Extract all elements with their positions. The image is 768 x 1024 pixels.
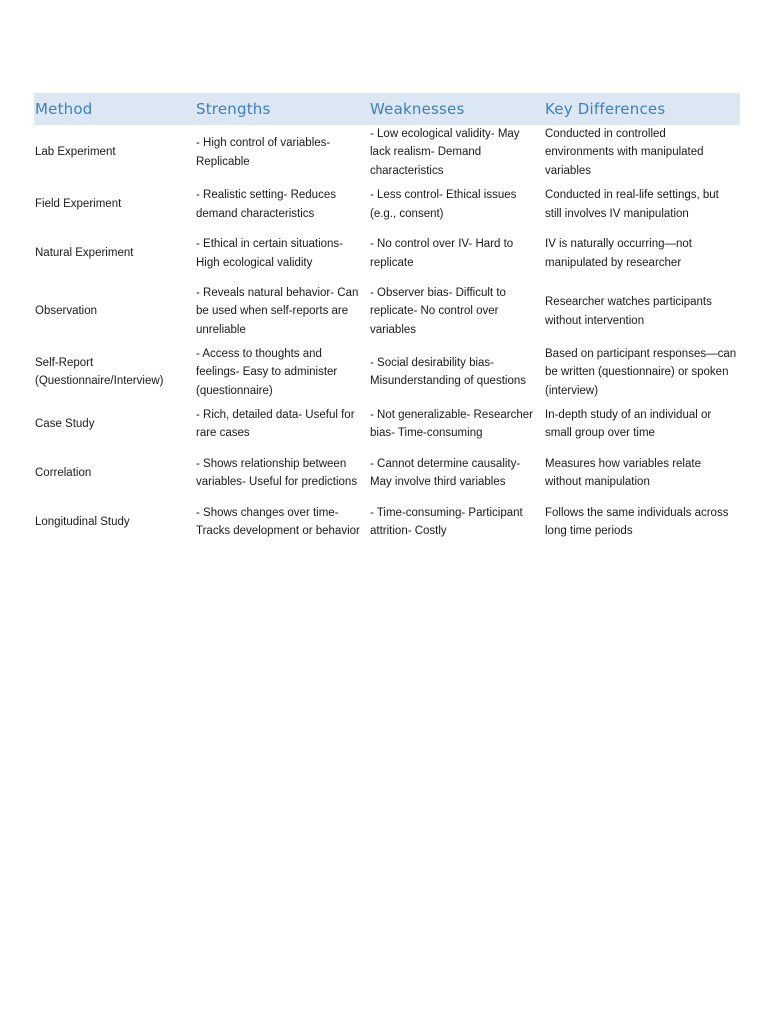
- table-row: [34, 229, 740, 278]
- cell-strengths: - Ethical in certain situations- High ecological validity: [196, 238, 344, 269]
- cell-weaknesses: - No control over IV- Hard to replicate: [370, 238, 514, 269]
- cell-strengths: - Shows changes over time- Tracks development or behavior: [196, 507, 360, 538]
- table-row: [34, 125, 740, 180]
- cell-strengths: - Realistic setting- Reduces demand characteristics: [196, 189, 336, 220]
- cell-differences: Researcher watches participants without intervention: [545, 296, 712, 327]
- header-key-differences: Key Differences: [545, 100, 666, 118]
- table-row: [34, 345, 740, 400]
- cell-weaknesses: - Low ecological validity- May lack realism- Demand characteristics: [370, 128, 520, 177]
- cell-weaknesses: - Not generalizable- Researcher bias- Time-consuming: [370, 409, 533, 440]
- cell-differences: Measures how variables relate without manipulation: [545, 458, 701, 489]
- cell-strengths: - Rich, detailed data- Useful for rare cases: [196, 409, 355, 440]
- cell-strengths: - Reveals natural behavior- Can be used when self-reports are unreliable: [196, 287, 359, 336]
- header-method: Method: [35, 100, 93, 118]
- cell-differences: Based on participant responses—can be written (questionnaire) or spoken (interview): [545, 348, 737, 397]
- cell-method: Field Experiment: [35, 198, 122, 211]
- cell-weaknesses: - Cannot determine causality- May involve third variables: [370, 458, 521, 489]
- cell-method: Longitudinal Study: [35, 516, 130, 529]
- cell-weaknesses: - Social desirability bias- Misunderstanding of questions: [370, 357, 526, 388]
- cell-differences: Conducted in controlled environments with manipulated variables: [545, 128, 704, 177]
- cell-differences: In-depth study of an individual or small group over time: [545, 409, 712, 440]
- cell-weaknesses: - Time-consuming- Participant attrition- Costly: [370, 507, 523, 538]
- header-strengths: Strengths: [196, 100, 271, 118]
- cell-differences: Conducted in real-life settings, but still involves IV manipulation: [545, 189, 719, 220]
- header-weaknesses: Weaknesses: [370, 100, 465, 118]
- cell-differences: IV is naturally occurring—not manipulated by researcher: [545, 238, 693, 269]
- cell-method: Case Study: [35, 418, 95, 431]
- table-row: [34, 498, 740, 547]
- cell-strengths: - Shows relationship between variables- Useful for predictions: [196, 458, 358, 489]
- table-row: [34, 180, 740, 229]
- cell-differences: Follows the same individuals across long time periods: [545, 507, 729, 538]
- cell-strengths: - High control of variables- Replicable: [196, 137, 331, 168]
- cell-method: Observation: [35, 305, 98, 318]
- cell-weaknesses: - Less control- Ethical issues (e.g., consent): [370, 189, 517, 220]
- research-methods-table: [34, 93, 740, 547]
- cell-method: Lab Experiment: [35, 146, 116, 159]
- table-row: [34, 278, 740, 345]
- cell-method: Natural Experiment: [35, 247, 134, 260]
- cell-weaknesses: - Observer bias- Difficult to replicate- No control over variables: [370, 287, 506, 336]
- table-row: [34, 449, 740, 498]
- cell-strengths: - Access to thoughts and feelings- Easy to administer (questionnaire): [196, 348, 338, 397]
- cell-method: Correlation: [35, 467, 92, 480]
- table-row: [34, 400, 740, 449]
- cell-method: Self-Report (Questionnaire/Interview): [35, 357, 164, 388]
- table-header-row: [34, 93, 740, 125]
